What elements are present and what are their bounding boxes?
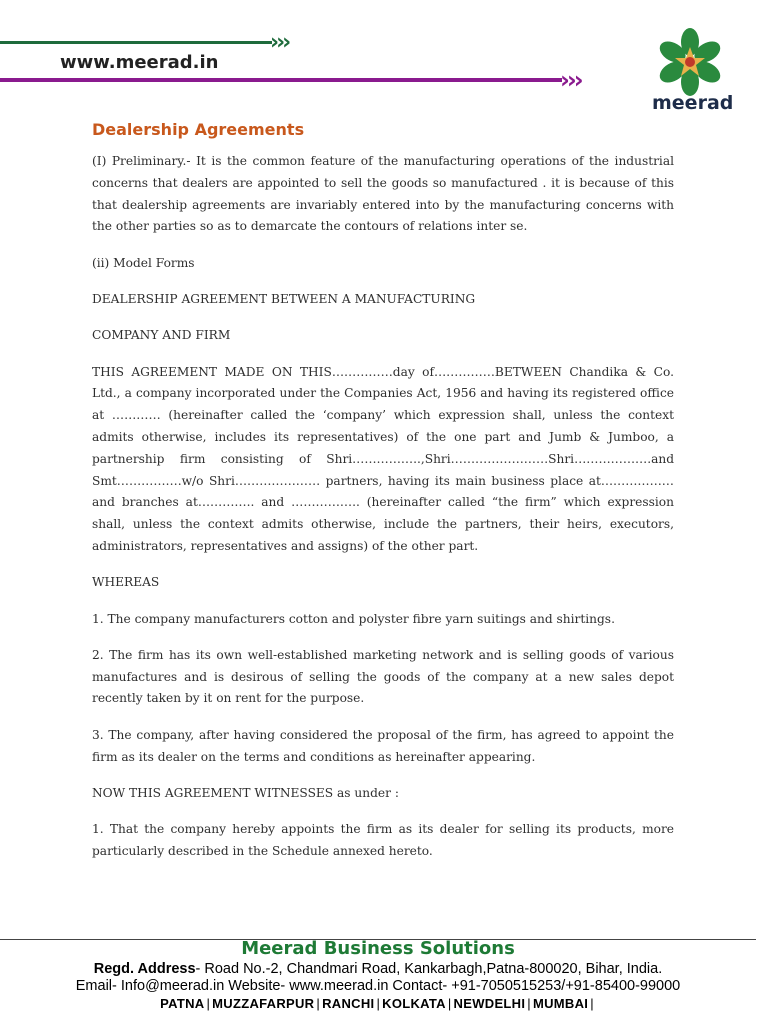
footer-address <box>0 961 756 977</box>
city-patna: PATNA <box>160 996 205 1011</box>
city-newdelhi: NEWDELHI <box>453 996 526 1011</box>
header-purple-line <box>0 78 562 82</box>
header-green-line <box>0 41 272 44</box>
city-kolkata: KOLKATA <box>382 996 446 1011</box>
paragraph-agreement-heading: DEALERSHIP AGREEMENT BETWEEN A MANUFACTURING <box>92 291 476 306</box>
footer-cities: PATNA | MUZZAFARPUR | RANCHI | KOLKATA | NEWDELHI | MUMBAI | <box>160 996 594 1011</box>
footer-company-name: Meerad Business Solutions <box>241 938 515 959</box>
footer-contact: Email- Info@meerad.in Website- www.meerad.in Contact- +91-7050515253/+91-85400-99000 <box>75 978 681 994</box>
paragraph-model-forms: (ii) Model Forms <box>92 255 195 270</box>
chevron-right-icon: ››› <box>270 30 289 55</box>
paragraph-clause-1: 1. The company manufacturers cotton and polyster fibre yarn suitings and shirtings. <box>92 611 615 626</box>
document-body <box>92 151 674 877</box>
website-url[interactable]: www.meerad.in <box>60 52 219 73</box>
city-ranchi: RANCHI <box>322 996 375 1011</box>
paragraph-witnesses: NOW THIS AGREEMENT WITNESSES as under : <box>92 785 399 800</box>
chevron-right-icon: ››› <box>560 66 581 94</box>
paragraph-clause-3: 3. The company, after having considered the proposal of the firm, has agreed to appoint the firm as its dealer on the terms and conditions as hereinafter appearing. <box>92 727 674 764</box>
paragraph-whereas: WHEREAS <box>92 575 160 590</box>
paragraph-clause-2: 2. The firm has its own well-established marketing network and is selling goods of various manufactures and is desirous of selling the goods of the company at a new sales depot recently taken by it on rent for the purpose. <box>92 647 674 706</box>
paragraph-company-and-firm: COMPANY AND FIRM <box>92 328 231 343</box>
paragraph-preliminary: (I) Preliminary.- It is the common feature of the manufacturing operations of the industrial concerns that dealers are appointed to sell the goods so manufactured . it is because of this that dealership agreements are invariably entered into by the manufacturing concerns with the other parties so as to demarcate the contours of relations inter se. <box>92 154 674 234</box>
page-title: Dealership Agreements <box>92 120 305 139</box>
logo-text: meerad <box>652 92 734 114</box>
paragraph-agreement-made: THIS AGREEMENT MADE ON THIS……………day of……………BETWEEN Chandika & Co. Ltd., a company incorporated under the Companies Act, 1956 and having its registered office at ………… (hereinafter called the ‘company’ which expression shall, unless the context admits otherwise, includes its representatives) of the one part and Jumb & Jumboo, a partnership firm consisting of Shri……………..,Shri……………………Shri……………….and Smt…………….w/o Shri………………… partners, having its main business place at………………and branches at………….. and …………….. (hereinafter called “the firm” which expression shall, unless the context admits otherwise, include the partners, their heirs, executors, administrators, representatives and assigns) of the other part. <box>92 364 674 553</box>
footer-address-label: Regd. Address <box>93 961 196 977</box>
city-muzzafarpur: MUZZAFARPUR <box>212 996 315 1011</box>
paragraph-appointment: 1. That the company hereby appoints the firm as its dealer for selling its products, more particularly described in the Schedule annexed hereto. <box>92 822 674 858</box>
footer-address-text: - Road No.-2, Chandmari Road, Kankarbagh,Patna-800020, Bihar, India. <box>195 961 663 977</box>
city-mumbai: MUMBAI <box>532 996 589 1011</box>
